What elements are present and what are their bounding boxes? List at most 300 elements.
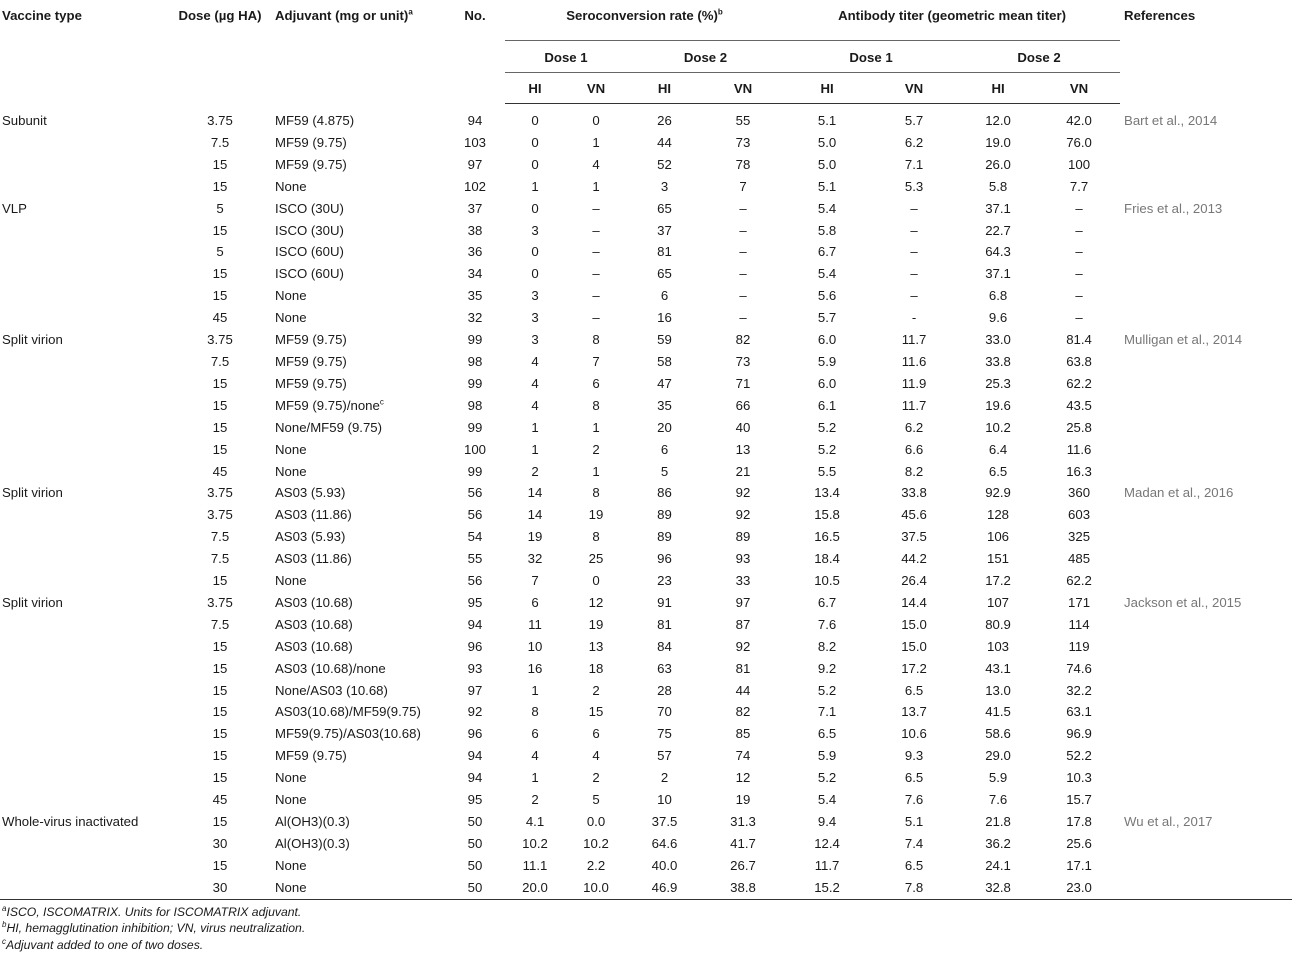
cell-sero-d2-vn: 89 <box>735 529 751 545</box>
cell-titer-d1-hi: 6.0 <box>817 332 837 348</box>
cell-dose: 7.5 <box>210 616 230 632</box>
cell-titer-d2-hi: 22.7 <box>985 222 1011 238</box>
header-titer: Antibody titer (geometric mean titer) <box>838 8 1066 23</box>
cell-adjuvant: None <box>275 310 307 326</box>
table-row <box>0 723 1292 745</box>
cell-sero-d1-hi: 1 <box>531 770 539 786</box>
table-row <box>0 614 1292 636</box>
cell-adjuvant: None <box>275 857 307 873</box>
cell-no: 95 <box>467 792 483 808</box>
cell-sero-d2-hi: 59 <box>657 332 672 348</box>
cell-no: 98 <box>467 397 483 413</box>
cell-adjuvant: MF59 (9.75) <box>275 748 347 764</box>
cell-reference <box>1120 395 1292 417</box>
cell-sero-d2-hi: 20 <box>657 419 672 435</box>
cell-no: 32 <box>467 310 483 326</box>
cell-reference <box>1120 833 1292 855</box>
cell-titer-d2-vn: 603 <box>1068 507 1091 523</box>
cell-titer-d1-hi: 15.2 <box>784 877 870 899</box>
cell-sero-d1-vn: 8 <box>592 397 600 413</box>
cell-titer-d1-vn: – <box>910 288 918 304</box>
cell-no: 37 <box>467 200 483 216</box>
header-dose: Dose (µg HA) <box>178 8 262 23</box>
cell-reference <box>1120 636 1292 658</box>
table-row <box>0 767 1292 789</box>
cell-dose: 15 <box>212 441 228 457</box>
cell-titer-d2-hi: 24.1 <box>985 857 1011 873</box>
cell-titer-d2-vn: 74.6 <box>1066 660 1092 676</box>
cell-sero-d2-vn: 71 <box>735 375 751 391</box>
cell-dose: 3.75 <box>207 594 233 610</box>
cell-adjuvant: ISCO (60U) <box>275 266 344 282</box>
cell-sero-d1-vn: 10.0 <box>565 877 627 899</box>
cell-adjuvant: ISCO (60U) <box>275 244 344 260</box>
cell-titer-d1-vn: 8.2 <box>904 463 924 479</box>
cell-adjuvant: MF59 (9.75) <box>275 134 347 150</box>
cell-sero-d2-vn: 66 <box>735 397 751 413</box>
cell-titer-d1-hi: 5.2 <box>817 682 837 698</box>
table-row <box>0 132 1292 154</box>
cell-reference <box>1120 285 1292 307</box>
header-vn: VN <box>565 73 627 104</box>
cell-sero-d1-vn: 2 <box>592 770 600 786</box>
cell-sero-d2-hi: 5 <box>660 463 669 479</box>
cell-reference: Jackson et al., 2015 <box>1124 594 1242 610</box>
cell-titer-d2-hi: 17.2 <box>985 573 1011 589</box>
cell-titer-d1-hi: 5.5 <box>817 463 837 479</box>
cell-reference <box>1120 548 1292 570</box>
cell-no: 99 <box>467 332 483 348</box>
cell-sero-d2-hi: 65 <box>657 266 672 282</box>
cell-titer-d1-hi: 5.4 <box>817 200 837 216</box>
table-row <box>0 439 1292 461</box>
cell-sero-d1-vn: 1 <box>592 419 600 435</box>
cell-titer-d1-vn: 14.4 <box>901 594 927 610</box>
cell-sero-d1-vn: 6 <box>592 726 600 742</box>
table-row <box>0 176 1292 198</box>
cell-sero-d2-vn: 78 <box>735 156 751 172</box>
cell-titer-d1-hi: 5.8 <box>817 222 837 238</box>
cell-titer-d2-hi: 9.6 <box>988 310 1008 326</box>
cell-sero-d1-vn: 6 <box>592 375 600 391</box>
cell-vaccine-type: Split virion <box>2 485 63 501</box>
table-row <box>0 526 1292 548</box>
cell-sero-d2-hi: 2 <box>660 770 669 786</box>
cell-sero-d2-vn: – <box>739 244 747 260</box>
cell-titer-d1-vn: 26.4 <box>901 573 927 589</box>
table-row <box>0 104 1292 132</box>
cell-dose: 30 <box>165 877 275 899</box>
cell-sero-d2-hi: 75 <box>657 726 672 742</box>
cell-sero-d2-vn: – <box>739 310 747 326</box>
cell-reference <box>1120 439 1292 461</box>
header-sero-dose1: Dose 1 <box>505 41 627 73</box>
cell-titer-d1-hi: 6.7 <box>817 594 837 610</box>
cell-sero-d1-vn: 0.0 <box>586 814 606 829</box>
cell-sero-d1-vn: 0 <box>592 573 600 589</box>
cell-vaccine-type <box>0 767 165 789</box>
cell-sero-d2-vn: 74 <box>735 748 751 764</box>
cell-sero-d2-hi: 10 <box>657 792 672 808</box>
cell-adjuvant: ISCO (30U) <box>275 200 344 216</box>
cell-dose: 15 <box>212 748 228 764</box>
cell-sero-d1-vn: 2 <box>592 682 600 698</box>
cell-adjuvant: MF59 (9.75)/none$^c$ <box>275 397 384 413</box>
table-row <box>0 220 1292 242</box>
cell-titer-d2-hi: 13.0 <box>985 682 1011 698</box>
cell-no: 56 <box>467 485 483 501</box>
cell-titer-d1-vn: 11.6 <box>901 353 927 369</box>
cell-vaccine-type <box>0 373 165 395</box>
cell-sero-d2-hi: 52 <box>657 156 672 172</box>
cell-titer-d2-hi: 64.3 <box>985 244 1011 260</box>
cell-sero-d2-hi: 86 <box>657 485 672 501</box>
cell-sero-d1-hi: 4 <box>531 353 539 369</box>
cell-adjuvant: None <box>275 463 307 479</box>
cell-sero-d2-hi: 26 <box>657 113 672 128</box>
header-vn: VN <box>1038 73 1120 104</box>
cell-sero-d1-vn: 15 <box>588 704 604 720</box>
table-row <box>0 789 1292 811</box>
cell-vaccine-type <box>0 701 165 723</box>
cell-titer-d2-vn: 17.8 <box>1066 814 1092 829</box>
cell-titer-d1-vn: 44.2 <box>901 551 927 567</box>
table-row <box>0 658 1292 680</box>
header-no: No. <box>464 8 486 23</box>
cell-titer-d1-vn: 7.4 <box>904 835 924 851</box>
cell-sero-d1-vn: 2 <box>592 441 600 457</box>
cell-dose: 5 <box>216 244 224 260</box>
cell-vaccine-type: Split virion <box>2 332 63 348</box>
table-row <box>0 417 1292 439</box>
cell-titer-d1-hi: 6.1 <box>817 397 837 413</box>
cell-sero-d2-hi: 47 <box>657 375 672 391</box>
cell-titer-d1-vn: 6.6 <box>904 441 924 457</box>
cell-no: 97 <box>467 682 483 698</box>
cell-vaccine-type <box>0 833 165 855</box>
cell-reference: Fries et al., 2013 <box>1124 200 1223 216</box>
footnotes <box>2 904 305 953</box>
cell-sero-d1-hi: 1 <box>531 178 539 194</box>
cell-titer-d2-hi: 33.8 <box>985 353 1011 369</box>
cell-reference <box>1120 307 1292 329</box>
cell-titer-d1-hi: 5.0 <box>817 156 837 172</box>
cell-titer-d2-hi: 107 <box>987 594 1010 610</box>
cell-titer-d1-vn: 10.6 <box>901 726 927 742</box>
cell-adjuvant: AS03 (5.93) <box>275 529 346 545</box>
cell-no: 56 <box>467 573 483 589</box>
cell-sero-d1-vn: 25 <box>588 551 604 567</box>
header-hi: HI <box>958 73 1038 104</box>
cell-vaccine-type <box>0 132 165 154</box>
cell-sero-d1-hi: 0 <box>531 113 539 128</box>
footnote-a: $^a$ISCO, ISCOMATRIX. Units for ISCOMATRIX adjuvant. <box>2 903 302 919</box>
table-row <box>0 198 1292 220</box>
cell-dose: 15 <box>212 638 228 654</box>
cell-vaccine-type <box>0 855 165 877</box>
cell-sero-d2-vn: 82 <box>735 704 751 720</box>
cell-titer-d1-hi: 5.7 <box>817 310 837 326</box>
cell-sero-d2-vn: 92 <box>735 507 751 523</box>
table-row <box>0 855 1292 877</box>
cell-titer-d1-vn: 5.3 <box>904 178 924 194</box>
cell-titer-d2-vn: – <box>1075 266 1083 282</box>
cell-sero-d2-hi: 63 <box>657 660 672 676</box>
cell-sero-d1-vn: 1 <box>592 134 600 150</box>
cell-adjuvant: None <box>275 178 307 194</box>
cell-sero-d2-hi: 91 <box>657 594 672 610</box>
cell-titer-d1-vn: 7.6 <box>904 792 924 808</box>
cell-sero-d1-vn: 4 <box>592 748 600 764</box>
cell-titer-d2-vn: 360 <box>1068 485 1091 501</box>
cell-titer-d2-vn: 25.8 <box>1066 419 1092 435</box>
cell-titer-d2-vn: 42.0 <box>1066 113 1092 128</box>
cell-adjuvant: MF59(9.75)/AS03(10.68) <box>275 726 421 742</box>
cell-reference <box>1120 176 1292 198</box>
cell-sero-d2-hi: 81 <box>657 616 672 632</box>
cell-sero-d2-vn: 12 <box>735 770 751 786</box>
cell-titer-d1-hi: 5.9 <box>817 353 837 369</box>
cell-titer-d2-hi: 106 <box>987 529 1010 545</box>
cell-vaccine-type <box>0 461 165 483</box>
cell-titer-d2-vn: 43.5 <box>1066 397 1092 413</box>
cell-titer-d2-hi: 36.2 <box>985 835 1011 851</box>
cell-dose: 7.5 <box>210 134 230 150</box>
cell-sero-d1-vn: – <box>592 310 600 326</box>
cell-titer-d1-vn: 11.7 <box>901 397 927 413</box>
table-row <box>0 570 1292 592</box>
table-row <box>0 373 1292 395</box>
cell-adjuvant: None <box>275 770 307 786</box>
cell-titer-d1-vn: 7.1 <box>904 156 924 172</box>
cell-sero-d2-vn: 31.3 <box>730 814 756 829</box>
cell-titer-d1-hi: 18.4 <box>814 551 840 567</box>
cell-titer-d2-vn: 32.2 <box>1066 682 1092 698</box>
cell-reference <box>1120 461 1292 483</box>
header-sero-dose2: Dose 2 <box>627 41 784 73</box>
cell-vaccine-type <box>0 614 165 636</box>
cell-reference <box>1120 789 1292 811</box>
table-row <box>0 504 1292 526</box>
cell-reference <box>1120 680 1292 702</box>
cell-titer-d2-hi: 6.4 <box>988 441 1008 457</box>
cell-reference <box>1120 373 1292 395</box>
header-seroconversion: Seroconversion rate (%)$^b$ <box>566 7 723 23</box>
table-row <box>0 307 1292 329</box>
cell-sero-d2-vn: 19 <box>735 792 751 808</box>
cell-sero-d2-hi: 96 <box>657 551 672 567</box>
table-row <box>0 263 1292 285</box>
cell-titer-d2-vn: 17.1 <box>1066 857 1092 873</box>
cell-adjuvant: AS03 (10.68) <box>275 594 353 610</box>
cell-sero-d1-vn: – <box>592 244 600 260</box>
cell-adjuvant: MF59 (4.875) <box>275 112 355 128</box>
cell-titer-d2-hi: 151 <box>987 551 1010 567</box>
cell-sero-d2-hi: 89 <box>657 507 672 523</box>
cell-sero-d1-vn: 7 <box>592 353 600 369</box>
cell-no: 98 <box>467 353 483 369</box>
cell-titer-d2-vn: 485 <box>1068 551 1091 567</box>
cell-sero-d2-hi: 3 <box>660 178 669 194</box>
cell-adjuvant: MF59 (9.75) <box>275 353 347 369</box>
cell-reference <box>1120 614 1292 636</box>
cell-titer-d2-hi: 43.1 <box>985 660 1011 676</box>
cell-dose: 15 <box>212 682 228 698</box>
cell-reference <box>1120 745 1292 767</box>
cell-dose: 15 <box>212 726 228 742</box>
cell-sero-d1-vn: 8 <box>592 529 600 545</box>
cell-titer-d1-hi: 9.2 <box>817 660 837 676</box>
cell-titer-d1-vn: 5.1 <box>904 814 924 829</box>
cell-sero-d2-vn: 93 <box>735 551 751 567</box>
cell-sero-d2-vn: 87 <box>735 616 751 632</box>
cell-vaccine-type <box>0 658 165 680</box>
cell-titer-d1-vn: 6.5 <box>904 682 924 698</box>
cell-titer-d1-vn: 11.7 <box>901 332 927 348</box>
cell-sero-d2-hi: 57 <box>657 748 672 764</box>
cell-titer-d2-hi: 80.9 <box>985 616 1011 632</box>
cell-no: 99 <box>467 463 483 479</box>
cell-titer-d2-vn: 52.2 <box>1066 748 1092 764</box>
cell-titer-d1-hi: 16.5 <box>814 529 840 545</box>
cell-titer-d2-hi: 29.0 <box>985 748 1011 764</box>
cell-no: 50 <box>467 814 483 829</box>
cell-dose: 15 <box>212 814 228 829</box>
cell-sero-d1-vn: 18 <box>588 660 604 676</box>
header-hi: HI <box>784 73 870 104</box>
cell-adjuvant: None/AS03 (10.68) <box>275 682 388 698</box>
cell-sero-d1-hi: 4 <box>531 375 539 391</box>
cell-reference <box>1120 241 1292 263</box>
cell-vaccine-type <box>0 745 165 767</box>
cell-adjuvant: ISCO (30U) <box>275 222 344 238</box>
cell-dose: 15 <box>212 266 228 282</box>
cell-sero-d1-vn: 8 <box>592 485 600 501</box>
cell-reference <box>1120 504 1292 526</box>
cell-sero-d1-hi: 7 <box>531 573 539 589</box>
cell-titer-d1-vn: 9.3 <box>904 748 924 764</box>
cell-sero-d1-hi: 6 <box>531 594 539 610</box>
table-row <box>0 680 1292 702</box>
cell-titer-d1-hi: 5.1 <box>817 113 837 128</box>
cell-adjuvant: AS03 (11.86) <box>275 551 352 567</box>
cell-sero-d2-hi: 40.0 <box>651 857 678 873</box>
cell-dose: 5 <box>216 200 224 216</box>
cell-dose: 15 <box>212 222 228 238</box>
cell-titer-d1-hi: 5.6 <box>817 288 837 304</box>
cell-sero-d2-hi: 70 <box>657 704 672 720</box>
cell-titer-d1-hi: 15.8 <box>814 507 840 523</box>
cell-titer-d2-hi: 6.5 <box>988 463 1008 479</box>
cell-vaccine-type <box>0 636 165 658</box>
cell-no: 94 <box>467 770 483 786</box>
cell-titer-d2-vn: 63.1 <box>1066 704 1092 720</box>
cell-titer-d1-hi: 10.5 <box>814 573 840 589</box>
cell-dose: 15 <box>212 660 228 676</box>
table-row <box>0 745 1292 767</box>
cell-sero-d2-vn: 55 <box>735 113 751 128</box>
cell-sero-d1-vn: 13 <box>588 638 604 654</box>
cell-sero-d1-vn: 4 <box>592 156 600 172</box>
cell-titer-d1-hi: 6.0 <box>817 375 837 391</box>
cell-titer-d1-vn: 6.5 <box>904 770 924 786</box>
cell-titer-d2-hi: 6.8 <box>988 288 1008 304</box>
cell-no: 97 <box>467 156 483 172</box>
table-row <box>0 395 1292 417</box>
cell-titer-d1-vn: – <box>910 200 918 216</box>
cell-titer-d2-vn: 7.7 <box>1069 178 1089 194</box>
cell-vaccine-type <box>0 285 165 307</box>
cell-vaccine-type <box>0 877 165 899</box>
cell-sero-d2-vn: 81 <box>735 660 751 676</box>
cell-no: 94 <box>467 616 483 632</box>
cell-dose: 15 <box>212 704 228 720</box>
cell-no: 34 <box>467 266 483 282</box>
cell-sero-d1-hi: 4 <box>531 748 539 764</box>
cell-titer-d1-vn: 37.5 <box>901 529 927 545</box>
cell-sero-d1-hi: 3 <box>531 288 539 304</box>
cell-titer-d2-vn: 114 <box>1068 616 1090 632</box>
cell-titer-d1-hi: 5.9 <box>817 748 837 764</box>
cell-sero-d1-vn: – <box>592 222 600 238</box>
cell-titer-d1-vn: 15.0 <box>901 616 927 632</box>
cell-sero-d2-vn: 85 <box>735 726 751 742</box>
cell-titer-d1-hi: 7.6 <box>817 616 837 632</box>
cell-dose: 45 <box>212 463 228 479</box>
cell-vaccine-type <box>0 241 165 263</box>
cell-titer-d1-vn: 6.2 <box>904 134 924 150</box>
cell-sero-d2-vn: – <box>739 222 747 238</box>
cell-titer-d2-vn: 16.3 <box>1066 463 1092 479</box>
cell-no: 54 <box>467 529 483 545</box>
cell-titer-d2-hi: 19.6 <box>985 397 1011 413</box>
cell-titer-d2-vn: 81.4 <box>1066 332 1092 348</box>
table-row <box>0 701 1292 723</box>
cell-titer-d2-vn: – <box>1075 310 1083 326</box>
cell-sero-d2-hi: 6 <box>660 288 669 304</box>
cell-vaccine-type <box>0 176 165 198</box>
cell-sero-d2-vn: 26.7 <box>730 857 756 873</box>
cell-vaccine-type <box>0 548 165 570</box>
cell-no: 103 <box>463 134 486 150</box>
cell-sero-d1-hi: 14 <box>527 507 543 523</box>
cell-reference <box>1120 701 1292 723</box>
cell-sero-d1-hi: 0 <box>531 134 539 150</box>
cell-sero-d1-vn: 1 <box>592 178 600 194</box>
cell-no: 92 <box>467 704 483 720</box>
cell-sero-d2-hi: 35 <box>657 397 672 413</box>
cell-sero-d1-vn: 1 <box>592 463 600 479</box>
cell-reference <box>1120 723 1292 745</box>
cell-reference <box>1120 263 1292 285</box>
cell-titer-d2-vn: 119 <box>1068 638 1090 654</box>
cell-titer-d1-hi: 5.1 <box>817 178 837 194</box>
cell-titer-d1-vn: 11.9 <box>901 375 927 391</box>
cell-titer-d2-vn: 11.6 <box>1066 441 1092 457</box>
cell-reference <box>1120 658 1292 680</box>
cell-sero-d2-hi: 65 <box>657 200 672 216</box>
cell-titer-d1-vn: 33.8 <box>901 485 927 501</box>
cell-sero-d2-hi: 89 <box>657 529 672 545</box>
cell-titer-d1-vn: 13.7 <box>901 704 927 720</box>
cell-sero-d1-hi: 6 <box>531 726 539 742</box>
cell-sero-d1-hi: 32 <box>527 551 543 567</box>
cell-sero-d2-vn: 7 <box>739 178 747 194</box>
cell-vaccine-type <box>0 220 165 242</box>
cell-titer-d1-hi: 5.0 <box>817 134 837 150</box>
header-hi: HI <box>627 73 702 104</box>
cell-dose: 3.75 <box>207 112 233 128</box>
